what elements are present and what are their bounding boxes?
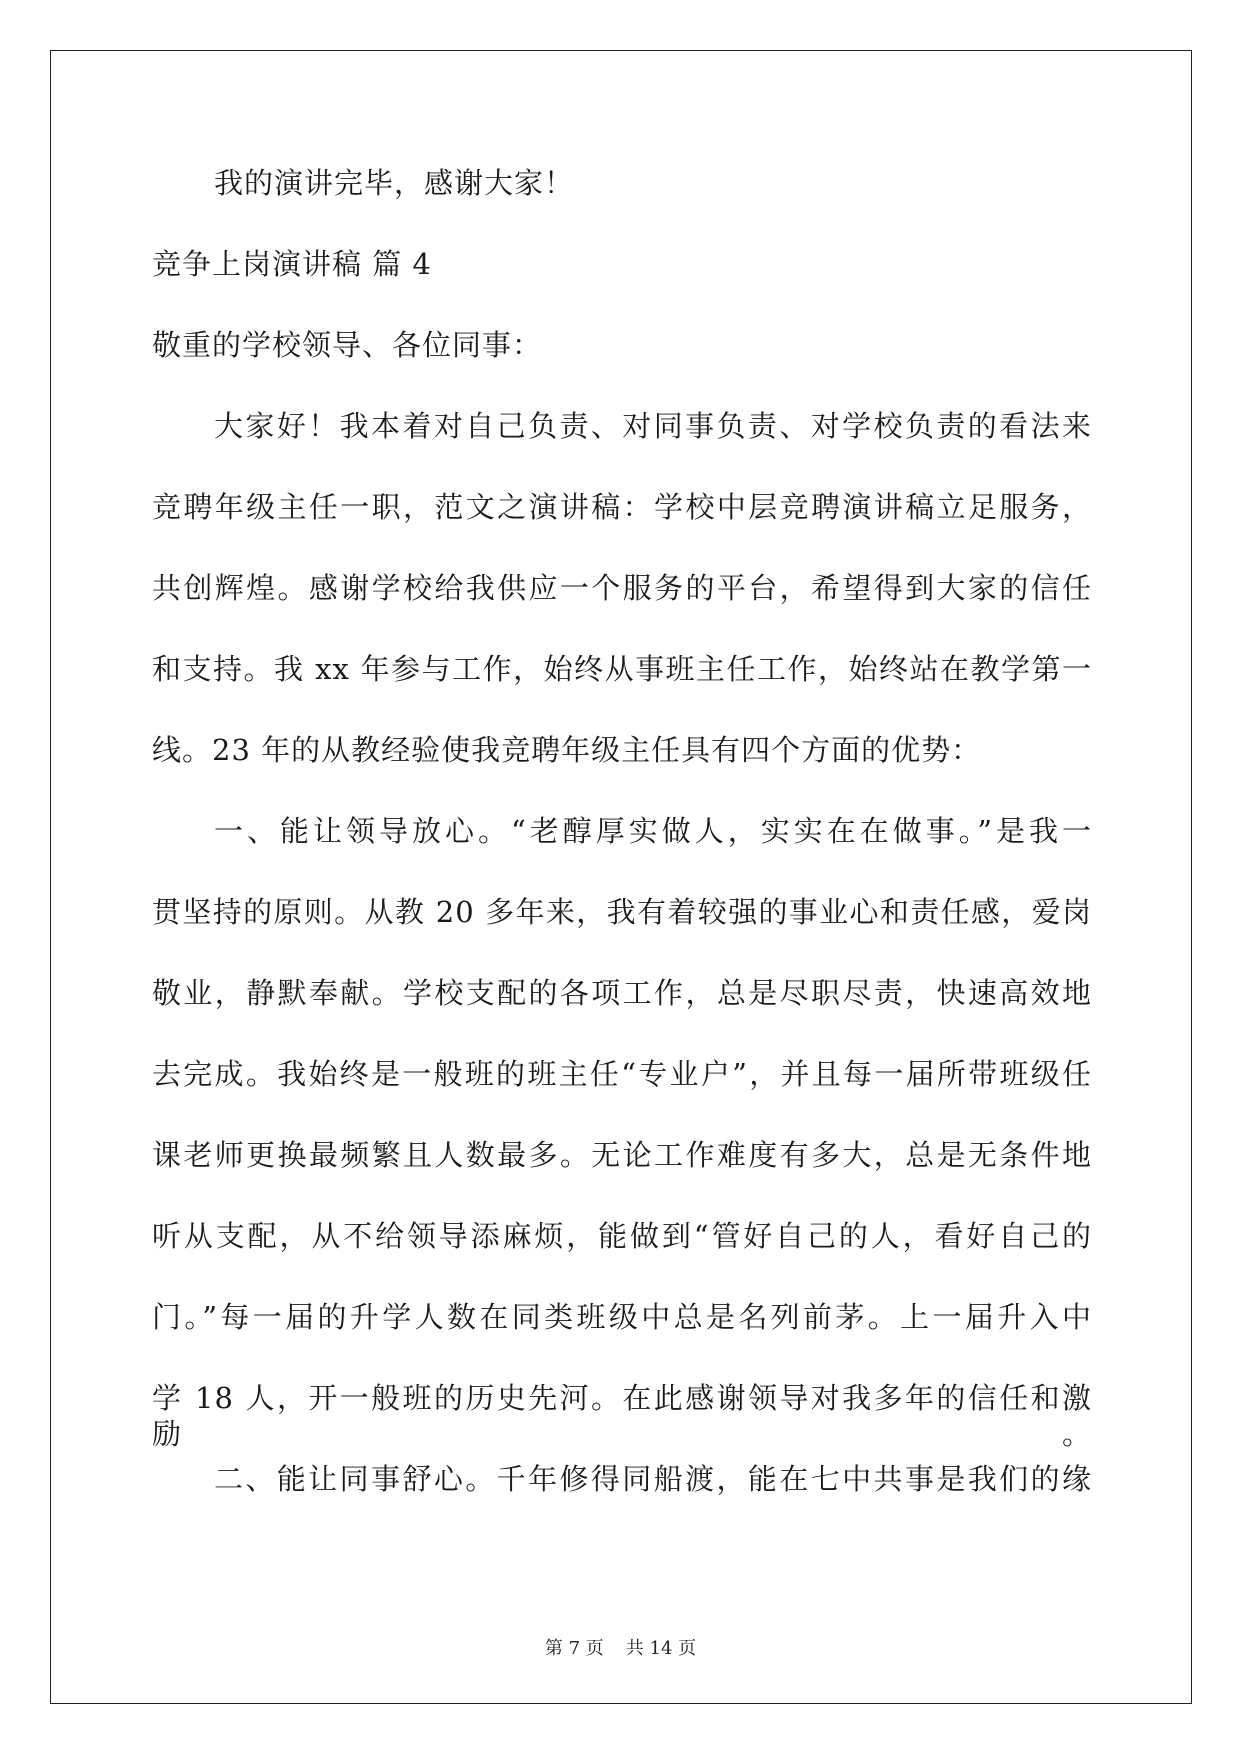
paragraph-line: 竞聘年级主任一职，范文之演讲稿：学校中层竞聘演讲稿立足服务， xyxy=(152,490,1092,524)
paragraph-line: 去完成。我始终是一般班的班主任“专业户”，并且每一届所带班级任 xyxy=(152,1057,1092,1091)
paragraph-line: 学 18 人，开一般班的历史先河。在此感谢领导对我多年的信任和激励。 xyxy=(152,1381,1092,1451)
page-total: 共 14 页 xyxy=(625,1638,697,1659)
paragraph-line: 大家好！我本着对自己负责、对同事负责、对学校负责的看法来 xyxy=(214,409,1092,443)
paragraph-line: 敬业，静默奉献。学校支配的各项工作，总是尽职尽责，快速高效地 xyxy=(152,976,1092,1010)
paragraph-line: 和支持。我 xx 年参与工作，始终从事班主任工作，始终站在教学第一 xyxy=(152,652,1092,686)
paragraph-line: 线。23 年的从教经验使我竞聘年级主任具有四个方面的优势： xyxy=(152,733,982,767)
paragraph-line: 听从支配，从不给领导添麻烦，能做到“管好自己的人，看好自己的 xyxy=(152,1219,1092,1253)
page-footer xyxy=(0,1638,1241,1660)
paragraph-line: 门。”每一届的升学人数在同类班级中总是名列前茅。上一届升入中 xyxy=(152,1300,1092,1334)
paragraph-line: 共创辉煌。感谢学校给我供应一个服务的平台，希望得到大家的信任 xyxy=(152,571,1092,605)
closing-line: 我的演讲完毕，感谢大家！ xyxy=(214,166,575,200)
salutation: 敬重的学校领导、各位同事： xyxy=(152,328,543,362)
section-heading: 竞争上岗演讲稿 篇 4 xyxy=(152,247,432,281)
paragraph-line: 课老师更换最频繁且人数最多。无论工作难度有多大，总是无条件地 xyxy=(152,1138,1092,1172)
paragraph-line: 二、能让同事舒心。千年修得同船渡，能在七中共事是我们的缘 xyxy=(214,1462,1092,1496)
paragraph-line: 一、能让领导放心。“老醇厚实做人，实实在在做事。”是我一 xyxy=(214,814,1092,848)
document-body xyxy=(152,165,1092,1542)
paragraph-line: 贯坚持的原则。从教 20 多年来，我有着较强的事业心和责任感，爱岗 xyxy=(152,895,1092,929)
page-number: 第 7 页 xyxy=(544,1638,604,1659)
